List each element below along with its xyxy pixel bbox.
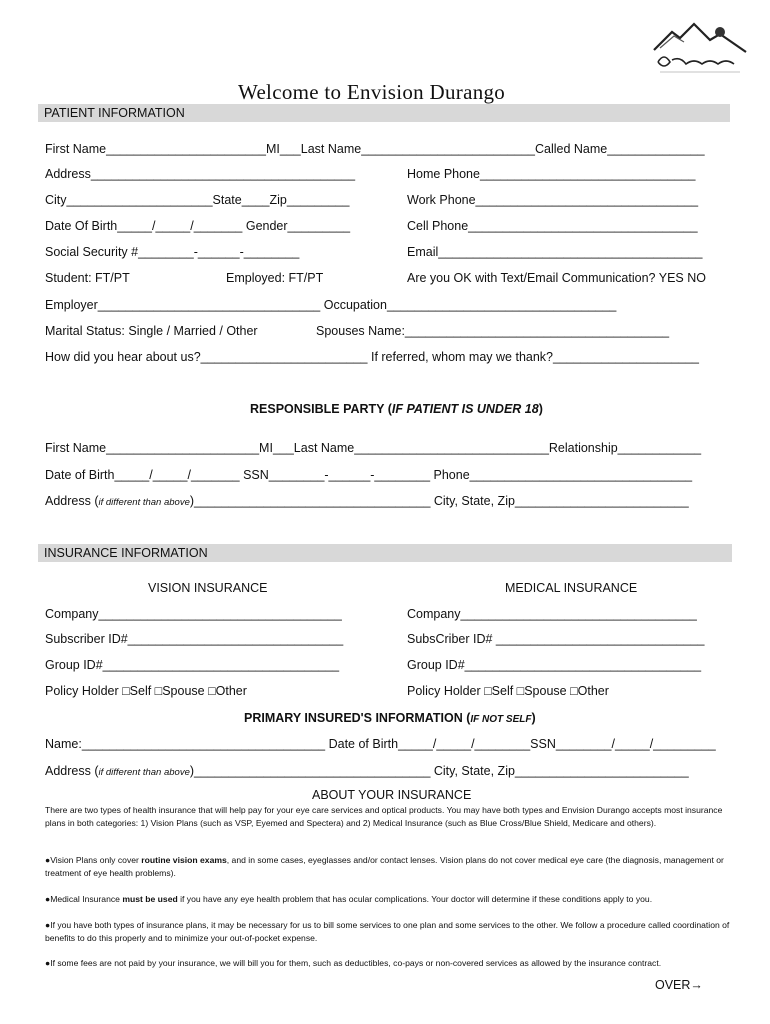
about-paragraph-1: There are two types of health insurance that will help pay for your eye care services and optical products. You may have both types and Envision Durango accepts most insurance plans in both categories: 1) Vision Plans (such as VSP, Eyemed and Spectera) and 2) Medical Insurance (such as Blue Cross/Blue Shield, Medicare and others).	[45, 805, 723, 828]
responsible-name-row[interactable]: First Name______________________MI___Last Name____________________________Relationship____________	[45, 441, 702, 455]
patient-name-row[interactable]: First Name_______________________MI___Last Name_________________________Called Name______________	[45, 142, 705, 156]
medical-group-field[interactable]: Group ID#__________________________________	[407, 658, 702, 672]
spouse-name-field[interactable]: Spouses Name:______________________________________	[316, 324, 670, 338]
vision-policy-holder[interactable]: Policy Holder □Self □Spouse □Other	[45, 684, 247, 698]
about-paragraph-2: ●Vision Plans only cover routine vision exams, and in some cases, eyeglasses and/or contact lenses. Vision plans do not cover medical eye care (the diagnosis, management or treatment of eye health problems).	[45, 855, 724, 878]
work-phone-field[interactable]: Work Phone________________________________	[407, 193, 699, 207]
patient-section-header: PATIENT INFORMATION	[38, 104, 730, 122]
vision-company-field[interactable]: Company___________________________________	[45, 607, 342, 621]
marital-status-field[interactable]: Marital Status: Single / Married / Other	[45, 324, 258, 338]
email-field[interactable]: Email______________________________________	[407, 245, 703, 259]
address-field[interactable]: Address______________________________________	[45, 167, 356, 181]
medical-insurance-heading: MEDICAL INSURANCE	[505, 581, 638, 595]
insurance-section-header: INSURANCE INFORMATION	[38, 544, 732, 562]
about-paragraph-4: ●If you have both types of insurance plans, it may be necessary for us to bill some services to one plan and some services to the other. We follow a procedure called coordination of benefits to do this properly and to minimize your out-of-pocket expense.	[45, 920, 730, 943]
cell-phone-field[interactable]: Cell Phone_________________________________	[407, 219, 698, 233]
city-state-zip-field[interactable]: City_____________________State____Zip_________	[45, 193, 350, 207]
student-field[interactable]: Student: FT/PT	[45, 271, 130, 285]
ssn-field[interactable]: Social Security #________-______-________	[45, 245, 300, 259]
about-insurance-heading: ABOUT YOUR INSURANCE	[312, 788, 472, 802]
primary-insured-heading: PRIMARY INSURED'S INFORMATION (IF NOT SELF)	[244, 711, 536, 725]
home-phone-field[interactable]: Home Phone_______________________________	[407, 167, 696, 181]
employer-occupation-row[interactable]: Employer________________________________ Occupation_________________________________	[45, 298, 617, 312]
medical-policy-holder[interactable]: Policy Holder □Self □Spouse □Other	[407, 684, 609, 698]
vision-subscriber-field[interactable]: Subscriber ID#_______________________________	[45, 632, 344, 646]
responsible-address-row[interactable]: Address (if different than above)__________________________________ City, State, Zip_________________________	[45, 494, 689, 508]
employed-field[interactable]: Employed: FT/PT	[226, 271, 324, 285]
about-paragraph-5: ●If some fees are not paid by your insurance, we will bill you for them, such as deductibles, co-pays or non-covered services as allowed by the insurance contract.	[45, 958, 662, 968]
medical-subscriber-field[interactable]: SubsCriber ID# ______________________________	[407, 632, 705, 646]
vision-insurance-heading: VISION INSURANCE	[148, 581, 268, 595]
dob-gender-field[interactable]: Date Of Birth_____/_____/_______ Gender_________	[45, 219, 351, 233]
responsible-dob-row[interactable]: Date of Birth_____/_____/_______ SSN________-______-________ Phone________________________________	[45, 468, 693, 482]
vision-group-field[interactable]: Group ID#__________________________________	[45, 658, 340, 672]
text-consent-field[interactable]: Are you OK with Text/Email Communication? YES NO	[407, 271, 706, 285]
envision-logo	[650, 18, 750, 88]
about-paragraph-3: ●Medical Insurance must be used if you have any eye health problem that has ocular complications. Your doctor will determine if these conditions apply to you.	[45, 894, 653, 904]
responsible-party-heading: RESPONSIBLE PARTY (IF PATIENT IS UNDER 18)	[250, 402, 543, 416]
page-title: Welcome to Envision Durango	[238, 80, 506, 104]
over-indicator: OVER→	[655, 978, 703, 992]
referral-row[interactable]: How did you hear about us?________________________ If referred, whom may we thank?_____________________	[45, 350, 699, 364]
medical-company-field[interactable]: Company__________________________________	[407, 607, 697, 621]
primary-name-row[interactable]: Name:___________________________________ Date of Birth_____/_____/________SSN________/_____/_________	[45, 737, 716, 751]
primary-address-row[interactable]: Address (if different than above)__________________________________ City, State, Zip_________________________	[45, 764, 689, 778]
